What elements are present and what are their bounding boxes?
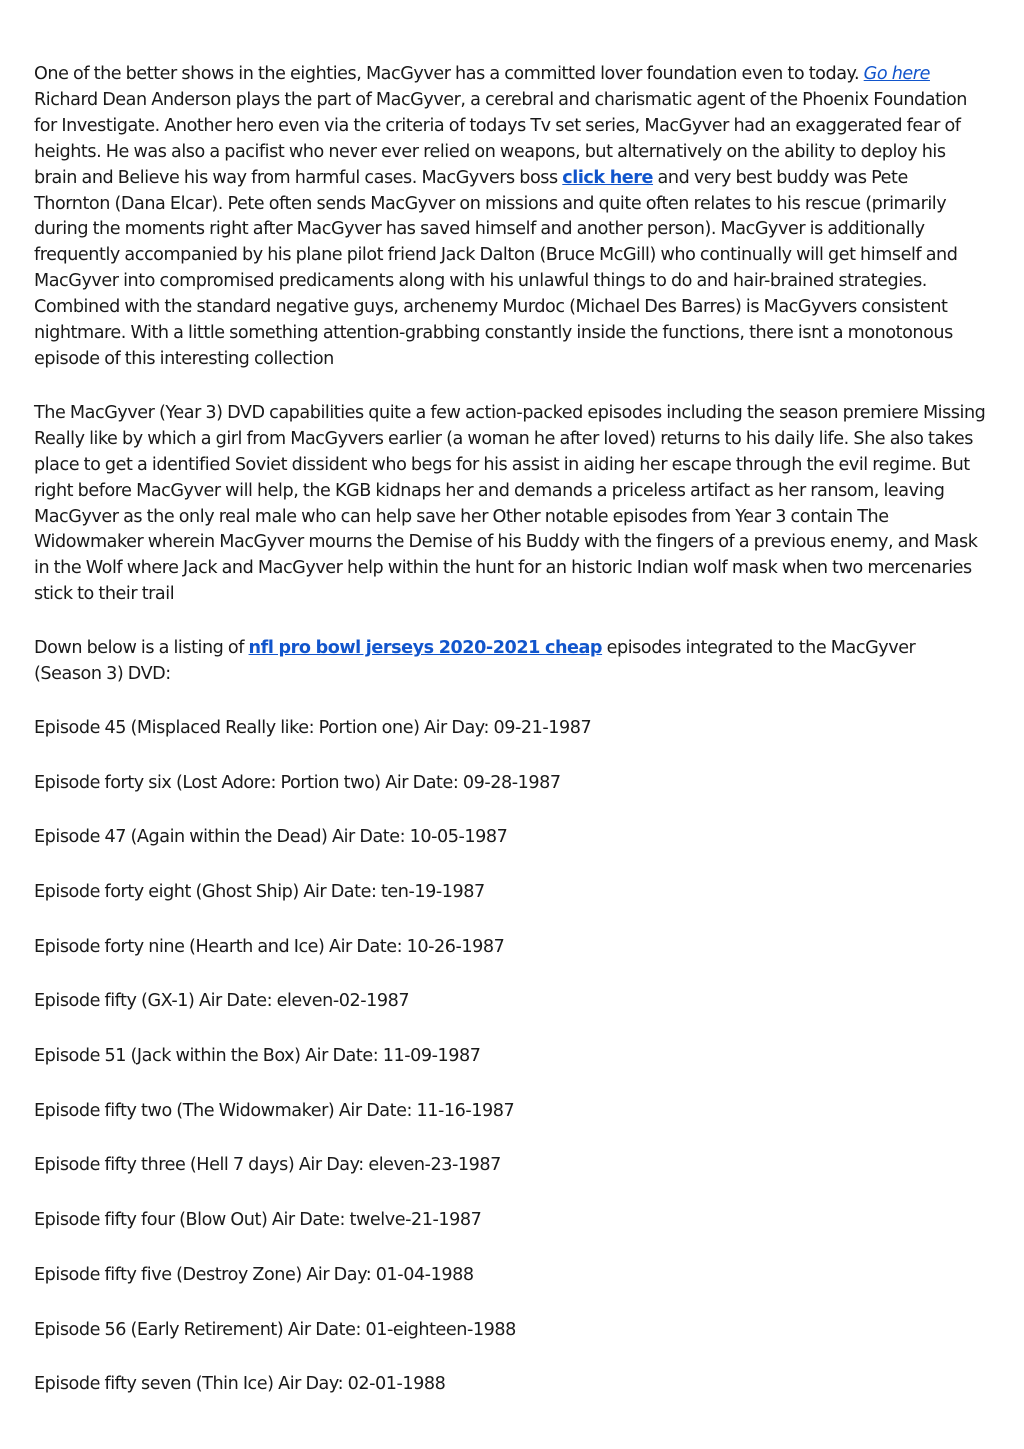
episode-item: Episode forty six (Lost Adore: Portion two) Air Date: 09-28-1987 <box>34 772 561 793</box>
episode-item: Episode fifty (GX-1) Air Date: eleven-02-1987 <box>34 991 410 1012</box>
episode-item: Episode fifty four (Blow Out) Air Date: twelve-21-1987 <box>34 1210 482 1231</box>
season-text: The MacGyver (Year 3) DVD capabilities quite a few action-packed episodes including the season premiere Missing Really like by which a girl from MacGyvers earlier (a woman he after loved) returns to his daily life. She also takes place to get a identified Soviet dissident who begs for his assist in aiding her escape through the evil regime. But right before MacGyver will help, the KGB kidnaps her and demands a priceless artifact as her ransom, leaving MacGyver as the only real male who can help save her Other notable episodes from Year 3 contain The Widowmaker wherein MacGyver mourns the Demise of his Buddy with the fingers of a previous enemy, and Mask in the Wolf where Jack and MacGyver help within the hunt for an historic Indian wolf mask when two mercenaries stick to their trail <box>34 402 986 605</box>
intro-text-1: One of the better shows in the eighties, MacGyver has a committed lover foundation even to today. <box>34 64 864 84</box>
document-page <box>34 62 986 1427</box>
listing-text-2: episodes integrated to the MacGyver (Season 3) DVD: <box>34 638 916 685</box>
season-paragraph <box>34 401 986 608</box>
episode-item: Episode fifty two (The Widowmaker) Air Date: 11-16-1987 <box>34 1100 515 1121</box>
episode-item: Episode forty nine (Hearth and Ice) Air Date: 10-26-1987 <box>34 936 505 957</box>
episode-item: Episode 51 (Jack within the Box) Air Date: 11-09-1987 <box>34 1046 481 1067</box>
intro-paragraph <box>34 62 986 373</box>
intro-text-2: Richard Dean Anderson plays the part of MacGyver, a cerebral and charismatic agent of the Phoenix Foundation for Investigate. Another hero even via the criteria of todays Tv set series, MacGyver had an exaggerated fear of heights. He was also a pacifist who never ever relied on weapons, but alternatively on the ability to deploy his brain and Believe his way from harmful cases. MacGyvers boss <box>34 89 968 188</box>
listing-paragraph <box>34 636 986 688</box>
listing-text-1: Down below is a listing of <box>34 638 249 659</box>
intro-text-3: and very best buddy was Pete Thornton (Dana Elcar). Pete often sends MacGyver on missions and quite often relates to his rescue (primarily during the moments right after MacGyver has saved himself and another person). MacGyver is additionally frequently accompanied by his plane pilot friend Jack Dalton (Bruce McGill) who continually will get himself and MacGyver into compromised predicaments along with his unlawful things to do and hair-brained strategies. Combined with the standard negative guys, archenemy Murdoc (Michael Des Barres) is MacGyvers consistent nightmare. With a little something attention-grabbing constantly inside the functions, there isnt a monotonous episode of this interesting collection <box>34 167 958 369</box>
episode-item: Episode 47 (Again within the Dead) Air Date: 10-05-1987 <box>34 827 508 848</box>
episode-item: Episode forty eight (Ghost Ship) Air Date: ten-19-1987 <box>34 882 485 902</box>
episode-item: Episode fifty five (Destroy Zone) Air Day: 01-04-1988 <box>34 1264 474 1285</box>
click-here-link[interactable]: click here <box>562 167 653 188</box>
nfl-jerseys-link[interactable]: nfl pro bowl jerseys 2020-2021 cheap <box>248 638 603 659</box>
episode-item: Episode 45 (Misplaced Really like: Portion one) Air Day: 09-21-1987 <box>34 717 592 738</box>
episode-item: Episode fifty three (Hell 7 days) Air Day: eleven-23-1987 <box>34 1155 501 1176</box>
episode-item: Episode fifty seven (Thin Ice) Air Day: 02-01-1988 <box>34 1374 446 1395</box>
go-here-link[interactable]: Go here <box>863 64 930 84</box>
episode-item: Episode 56 (Early Retirement) Air Date: 01-eighteen-1988 <box>34 1319 516 1340</box>
episode-list <box>34 716 986 1398</box>
